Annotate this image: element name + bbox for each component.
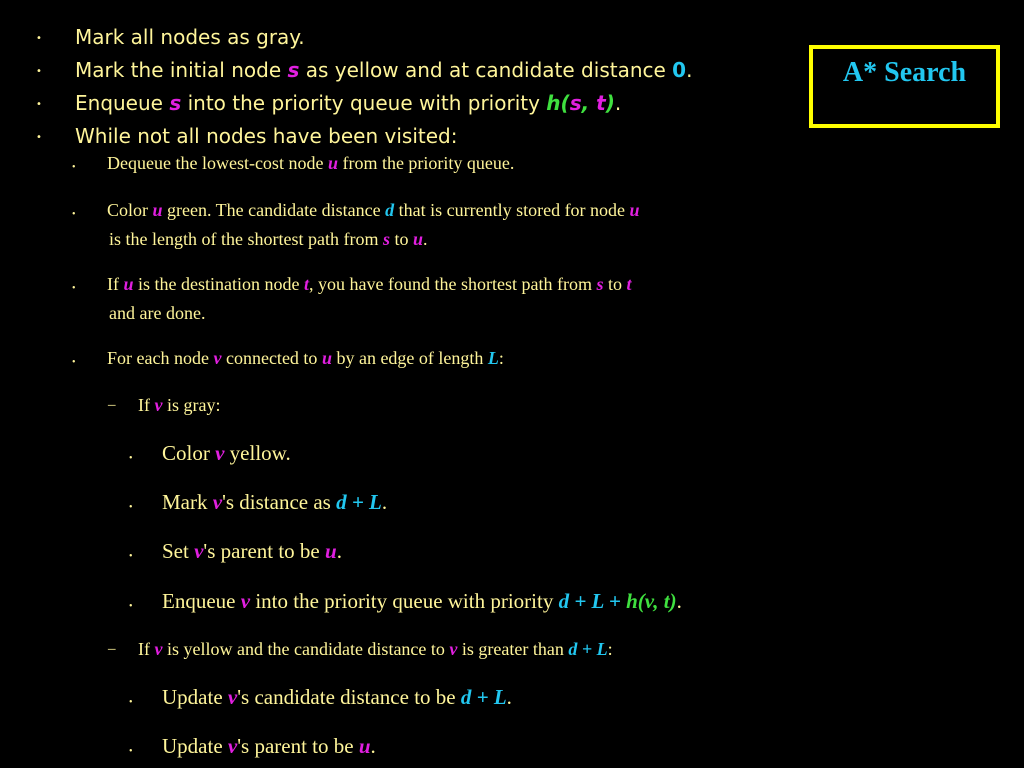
step-while-loop: While not all nodes have been visited: bbox=[75, 124, 458, 148]
bullet-icon: • bbox=[129, 453, 133, 464]
step-enqueue-initial: Enqueue s into the priority queue with priority h(s, t). bbox=[75, 91, 622, 115]
step-mark-initial: Mark the initial node s as yellow and at candidate distance 0. bbox=[75, 58, 693, 82]
gray-color-yellow: Color v yellow. bbox=[162, 441, 291, 465]
bullet-icon: • bbox=[36, 33, 42, 44]
bullet-icon: • bbox=[129, 746, 133, 757]
bullet-icon: • bbox=[129, 697, 133, 708]
yellow-update-parent: Update v's parent to be u. bbox=[162, 734, 376, 758]
yellow-update-distance: Update v's candidate distance to be d + L. bbox=[162, 685, 512, 709]
slide-title: A* Search bbox=[842, 57, 967, 88]
step-color-green-line1: Color u green. The candidate distance d that is currently stored for node u bbox=[107, 200, 640, 220]
bullet-icon: • bbox=[72, 283, 76, 294]
gray-enqueue: Enqueue v into the priority queue with priority d + L + h(v, t). bbox=[162, 589, 682, 613]
bullet-icon: • bbox=[36, 66, 42, 77]
step-for-each: For each node v connected to u by an edge of length L: bbox=[107, 348, 504, 368]
bullet-icon: • bbox=[129, 551, 133, 562]
gray-set-parent: Set v's parent to be u. bbox=[162, 539, 342, 563]
step-destination-line1: If u is the destination node t, you have found the shortest path from s to t bbox=[107, 274, 632, 294]
step-destination-line2: and are done. bbox=[109, 303, 206, 323]
bullet-icon: • bbox=[72, 357, 76, 368]
bullet-icon: • bbox=[129, 502, 133, 513]
case-yellow: If v is yellow and the candidate distance to v is greater than d + L: bbox=[138, 639, 613, 659]
bullet-icon: • bbox=[36, 99, 42, 110]
step-mark-gray: Mark all nodes as gray. bbox=[75, 25, 305, 49]
bullet-icon: • bbox=[36, 132, 42, 143]
gray-mark-distance: Mark v's distance as d + L. bbox=[162, 490, 388, 514]
bullet-icon: • bbox=[72, 209, 76, 220]
bullet-icon: • bbox=[72, 162, 76, 173]
bullet-icon: • bbox=[129, 601, 133, 612]
step-dequeue: Dequeue the lowest-cost node u from the priority queue. bbox=[107, 153, 515, 173]
step-color-green-line2: is the length of the shortest path from s to u. bbox=[109, 229, 428, 249]
title-box bbox=[809, 45, 1000, 128]
dash-icon: – bbox=[108, 397, 116, 413]
dash-icon: – bbox=[108, 641, 116, 657]
case-gray: If v is gray: bbox=[138, 395, 221, 415]
